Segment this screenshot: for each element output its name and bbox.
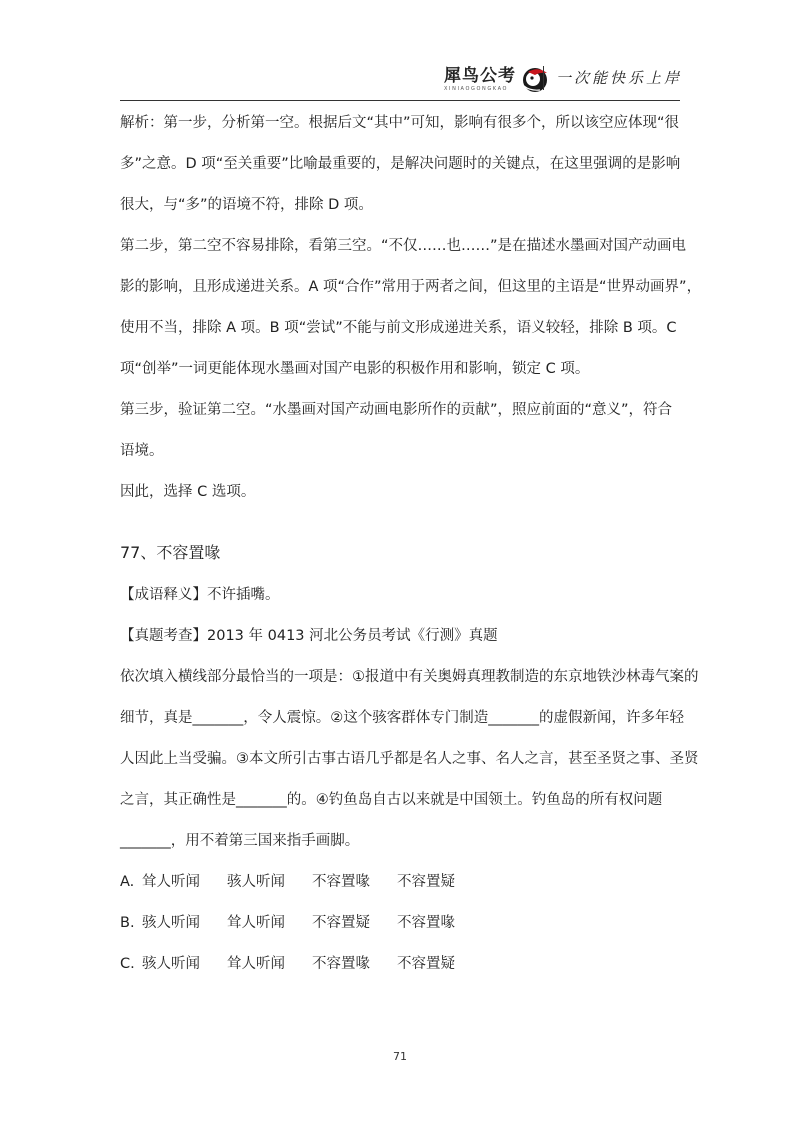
option-item: 骇人听闻 xyxy=(142,915,200,931)
analysis-line: 解析：第一步，分析第一空。根据后文“其中”可知，影响有很多个，所以该空应体现“很 xyxy=(120,115,680,131)
hornbill-logo-icon xyxy=(520,64,550,94)
question-line: 细节，真是_______，令人震惊。②这个骇客群体专门制造_______的虚假新闻，许多年轻 xyxy=(120,710,684,726)
slogan: 一次能快乐上岸 xyxy=(556,69,683,87)
option-item: 骇人听闻 xyxy=(142,956,200,972)
analysis-line: 多”之意。D 项“至关重要”比喻最重要的，是解决问题时的关键点，在这里强调的是影响 xyxy=(120,156,681,172)
option-item: 不容置疑 xyxy=(397,874,455,890)
idiom-definition: 【成语释义】不许插嘴。 xyxy=(120,587,280,603)
analysis-line: 影的影响，且形成递进关系。A 项“合作”常用于两者之间，但这里的主语是“世界动画界”， xyxy=(120,279,702,295)
page-header xyxy=(0,0,800,100)
question-line: 依次填入横线部分最恰当的一项是：①报道中有关奥姆真理教制造的东京地铁沙林毒气案的 xyxy=(120,669,699,685)
option-letter: A. xyxy=(120,874,135,890)
question-block xyxy=(120,657,699,862)
question-source: 【真题考查】2013 年 0413 河北公务员考试《行测》真题 xyxy=(120,628,498,644)
option-item: 不容置疑 xyxy=(312,915,370,931)
option-item: 骇人听闻 xyxy=(227,874,285,890)
option-c xyxy=(120,944,686,985)
analysis-block xyxy=(120,103,702,513)
header-separator xyxy=(543,66,544,90)
question-line: _______，用不着第三国来指手画脚。 xyxy=(120,833,360,849)
option-item: 耸人听闻 xyxy=(227,915,285,931)
header-rule xyxy=(120,100,680,101)
option-item: 不容置喙 xyxy=(312,956,370,972)
answer-options xyxy=(120,862,686,985)
option-letter: B. xyxy=(120,915,135,931)
analysis-line: 使用不当，排除 A 项。B 项“尝试”不能与前文形成递进关系，语义较轻，排除 B 项。C xyxy=(120,320,677,336)
analysis-line: 很大，与“多”的语境不符，排除 D 项。 xyxy=(120,197,373,213)
option-item: 不容置喙 xyxy=(312,874,370,890)
analysis-line: 第三步，验证第二空。“水墨画对国产动画电影所作的贡献”，照应前面的“意义”，符合 xyxy=(120,402,673,418)
page-content xyxy=(120,103,702,985)
analysis-line: 因此，选择 C 选项。 xyxy=(120,484,256,500)
analysis-line: 项“创举”一词更能体现水墨画对国产电影的积极作用和影响，锁定 C 项。 xyxy=(120,361,590,377)
analysis-line: 第二步，第二空不容易排除，看第三空。“不仅……也……”是在描述水墨画对国产动画电 xyxy=(120,238,687,254)
brand-name: 犀鸟公考 xyxy=(444,65,516,86)
brand-logo xyxy=(444,62,550,96)
question-line: 人因此上当受骗。③本文所引古事古语几乎都是名人之事、名人之言，甚至圣贤之事、圣贤 xyxy=(120,751,699,767)
question-line: 之言，其正确性是_______的。④钓鱼岛自古以来就是中国领土。钓鱼岛的所有权问题 xyxy=(120,792,663,808)
option-b xyxy=(120,903,686,944)
option-item: 耸人听闻 xyxy=(142,874,200,890)
option-item: 不容置疑 xyxy=(397,956,455,972)
option-a xyxy=(120,862,686,903)
option-item: 耸人听闻 xyxy=(227,956,285,972)
analysis-line: 语境。 xyxy=(120,443,164,459)
option-letter: C. xyxy=(120,956,135,972)
section-title: 77、不容置喙 xyxy=(120,543,221,562)
option-item: 不容置喙 xyxy=(397,915,455,931)
page-number: 71 xyxy=(393,1050,407,1063)
brand-pinyin: XINIAOGONGKAO xyxy=(444,85,509,92)
